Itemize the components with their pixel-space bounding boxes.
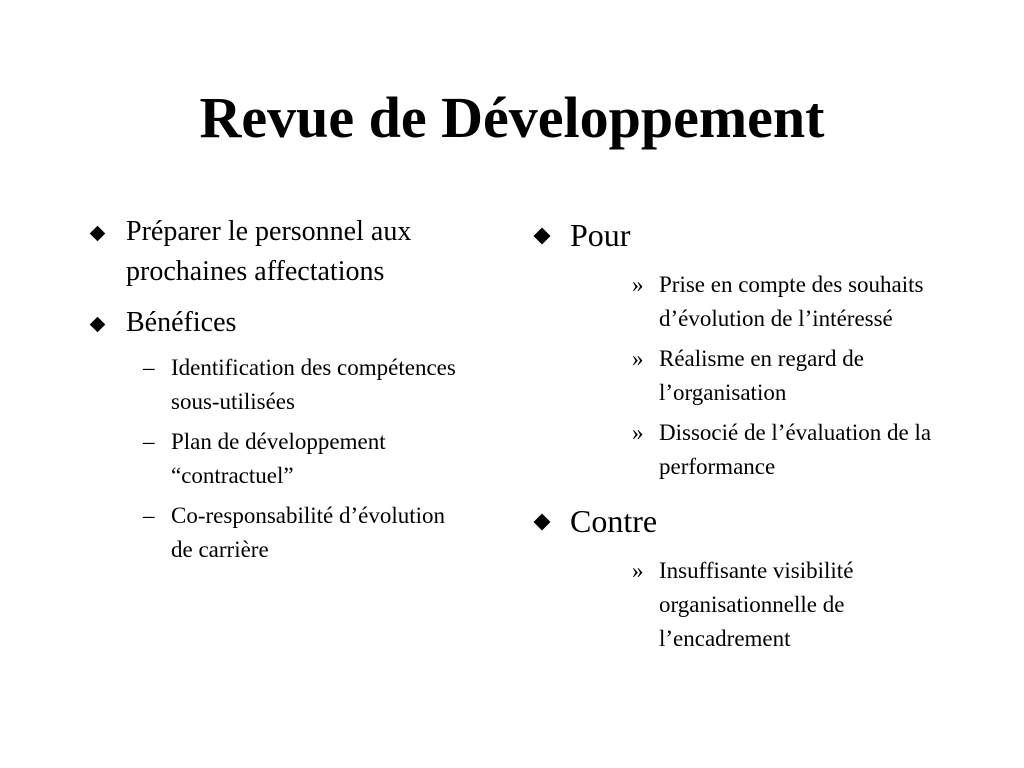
bullet-text: Bénéfices [126, 307, 237, 338]
sub-item-coresponsabilite [90, 499, 461, 567]
dash-marker: – [143, 429, 155, 454]
pour-item-text: Prise en compte des souhaits d’évolution de l’intéressé [659, 272, 924, 331]
contre-item-text: Insuffisante visibilité organisationnelle de l’encadrement [659, 558, 854, 651]
guillemet-marker: » [632, 420, 644, 445]
bullet-item-contre [532, 498, 972, 544]
bullet-item-pour [532, 212, 972, 258]
bullet-text: Contre [570, 503, 658, 539]
sub-item-identification [90, 351, 491, 419]
slide-title: Revue de Développement [199, 85, 825, 150]
guillemet-marker: » [632, 558, 644, 583]
guillemet-marker: » [632, 346, 644, 371]
dash-marker: – [143, 503, 155, 528]
sub-item-text: Co-responsabilité d’évolution de carrière [171, 503, 446, 562]
right-column [532, 212, 972, 656]
pour-item-text: Réalisme en regard de l’organisation [659, 346, 864, 405]
dash-marker: – [143, 355, 155, 380]
pour-item-prise-en-compte [532, 268, 945, 336]
pour-item-realisme [532, 342, 945, 410]
bullet-text: Préparer le personnel aux prochaines affectations [126, 216, 412, 287]
diamond-bullet-icon [90, 226, 106, 242]
bullet-item-preparer [90, 212, 510, 292]
sub-item-plan [90, 425, 461, 493]
bullet-text: Pour [570, 217, 631, 253]
diamond-bullet-icon [534, 514, 551, 531]
sub-item-text: Identification des compétences sous-utilisées [171, 355, 456, 414]
contre-item-insuffisante [532, 554, 945, 656]
sub-item-text: Plan de développement “contractuel” [171, 429, 386, 488]
pour-item-text: Dissocié de l’évaluation de la performance [659, 420, 932, 479]
guillemet-marker: » [632, 272, 644, 297]
diamond-bullet-icon [90, 317, 106, 333]
diamond-bullet-icon [534, 228, 551, 245]
bullet-item-benefices [90, 303, 510, 343]
pour-item-dissocie [532, 416, 945, 484]
left-column [90, 212, 510, 567]
